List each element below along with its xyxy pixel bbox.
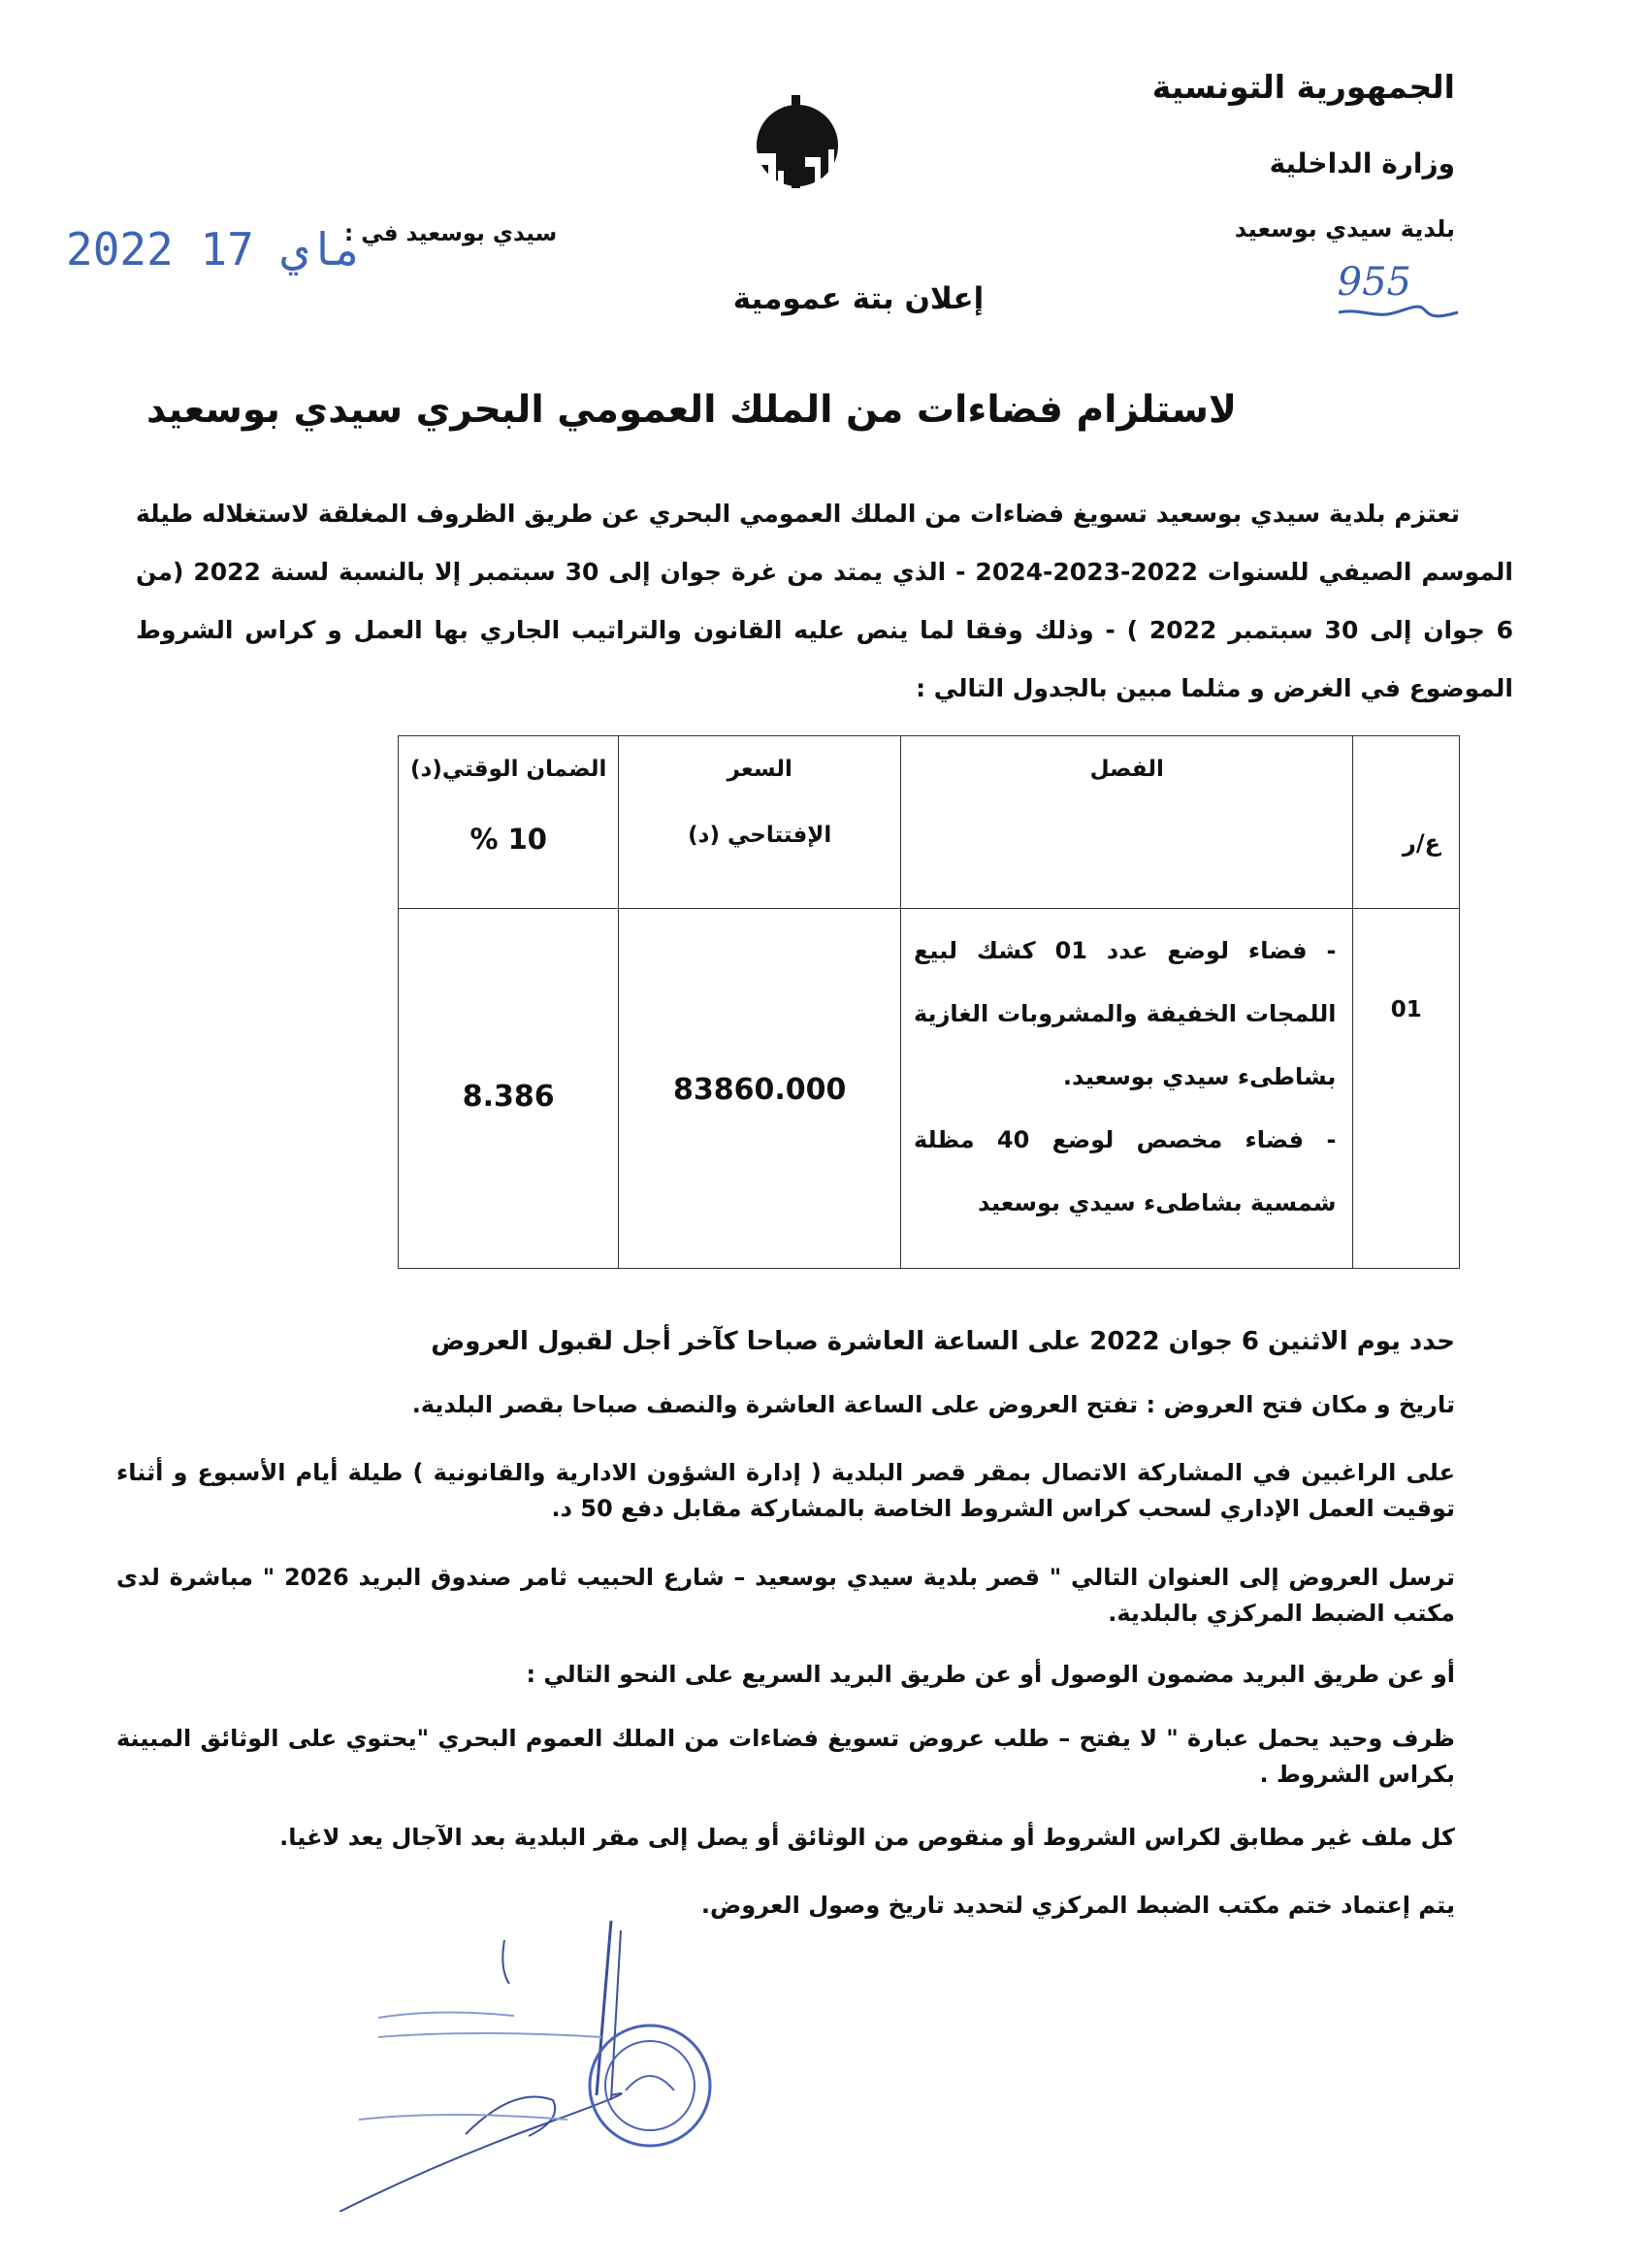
table-header-row — [399, 736, 1460, 909]
table-row — [399, 909, 1460, 1269]
place-date-label: سيدي بوسعيد في : — [344, 221, 558, 246]
notice-title — [0, 281, 1649, 316]
address-paragraph: ترسل العروض إلى العنوان التالي " قصر بلدية سيدي بوسعيد – شارع الحبيب ثامر صندوق البريد 2026 " مباشرة لدى مكتب الضبط المركزي بالبلدية. — [116, 1564, 1455, 1627]
header-ministry: وزارة الداخلية — [1269, 147, 1455, 179]
row-number: 01 — [1390, 997, 1422, 1022]
header-guarantee-rate: 10 % — [469, 823, 547, 856]
row-price: 83860.000 — [673, 1073, 847, 1107]
row-guarantee-cell — [399, 909, 619, 1269]
row-guarantee: 8.386 — [462, 1080, 555, 1114]
row-description-1: - فضاء لوضع عدد 01 كشك لبيع اللمجات الخفيفة والمشروبات الغازية بشاطىء سيدي بوسعيد. — [914, 937, 1337, 1090]
header-section: الفصل — [1089, 757, 1164, 782]
row-number-cell — [1353, 909, 1460, 1269]
header-republic: الجمهورية التونسية — [1151, 68, 1455, 106]
intro-paragraph: تعتزم بلدية سيدي بوسعيد تسويغ فضاءات من الملك العمومي البحري عن طريق الظروف المغلقة لاستغلاله طيلة الموسم الصيفي للسنوات 2022-2023-2024 - الذي يمتد من غرة جوان إلى 30 سبتمبر إلا بالنسبة لسنة 2022 (من 6 جوان إلى 30 سبتمبر 2022 ) - وذلك وفقا لما ينص عليه القانون والتراتيب الجاري بها العمل و كراس الشروط الموضوع في الغرض و مثلما مبين بالجدول التالي : — [136, 500, 1514, 702]
municipality-logo-icon — [733, 95, 861, 192]
header-guarantee-cell — [399, 736, 619, 909]
lots-table — [398, 735, 1460, 1269]
reference-number: 955 — [1337, 260, 1411, 305]
deadline-line: حدد يوم الاثنين 6 جوان 2022 على الساعة العاشرة صباحا كآخر أجل لقبول العروض — [431, 1327, 1455, 1356]
header-number: ع/ر — [1403, 829, 1440, 857]
mayor-signature-seal-icon — [320, 1892, 728, 2212]
row-price-cell — [619, 909, 901, 1269]
row-description-cell — [901, 909, 1353, 1269]
opening-line: تاريخ و مكان فتح العروض : تفتح العروض على الساعة العاشرة والنصف صباحا بقصر البلدية. — [411, 1391, 1455, 1418]
stamp-rule-line: يتم إعتماد ختم مكتب الضبط المركزي لتحديد تاريخ وصول العروض. — [700, 1892, 1455, 1919]
mail-line: أو عن طريق البريد مضمون الوصول أو عن طريق البريد السريع على النحو التالي : — [526, 1661, 1455, 1688]
row-description-2: - فضاء مخصص لوضع 40 مظلة شمسية بشاطىء سيدي بوسعيد — [914, 1126, 1337, 1216]
header-number-cell — [1353, 736, 1460, 909]
header-municipality: بلدية سيدي بوسعيد — [1234, 215, 1455, 243]
date-stamp: 2022 17 ماي — [66, 223, 362, 275]
envelope-paragraph: ظرف وحيد يحمل عبارة " لا يفتح – طلب عروض تسويغ فضاءات من الملك العموم البحري "يحتوي على الوثائق المبينة بكراس الشروط . — [116, 1725, 1455, 1788]
header-price-line1: السعر — [727, 757, 792, 782]
header-guarantee: الضمان الوقتي(د) — [410, 757, 607, 782]
notice-title-text: إعلان بتة عمومية — [732, 281, 985, 316]
header-price-cell — [619, 736, 901, 909]
header-price-line2: الإفتتاحي (د) — [688, 823, 832, 848]
subject-title: لاستلزام فضاءات من الملك العمومي البحري سيدي بوسعيد — [146, 388, 1237, 432]
participants-paragraph: على الراغبين في المشاركة الاتصال بمقر قصر البلدية ( إدارة الشؤون الادارية والقانونية ) طيلة أيام الأسبوع و أثناء توقيت العمل الإداري لسحب كراس الشروط الخاصة بالمشاركة مقابل دفع 50 د. — [116, 1459, 1455, 1522]
header-section-cell — [901, 736, 1353, 909]
void-line: كل ملف غير مطابق لكراس الشروط أو منقوص من الوثائق أو يصل إلى مقر البلدية بعد الآجال يعد لاغيا. — [279, 1824, 1455, 1851]
